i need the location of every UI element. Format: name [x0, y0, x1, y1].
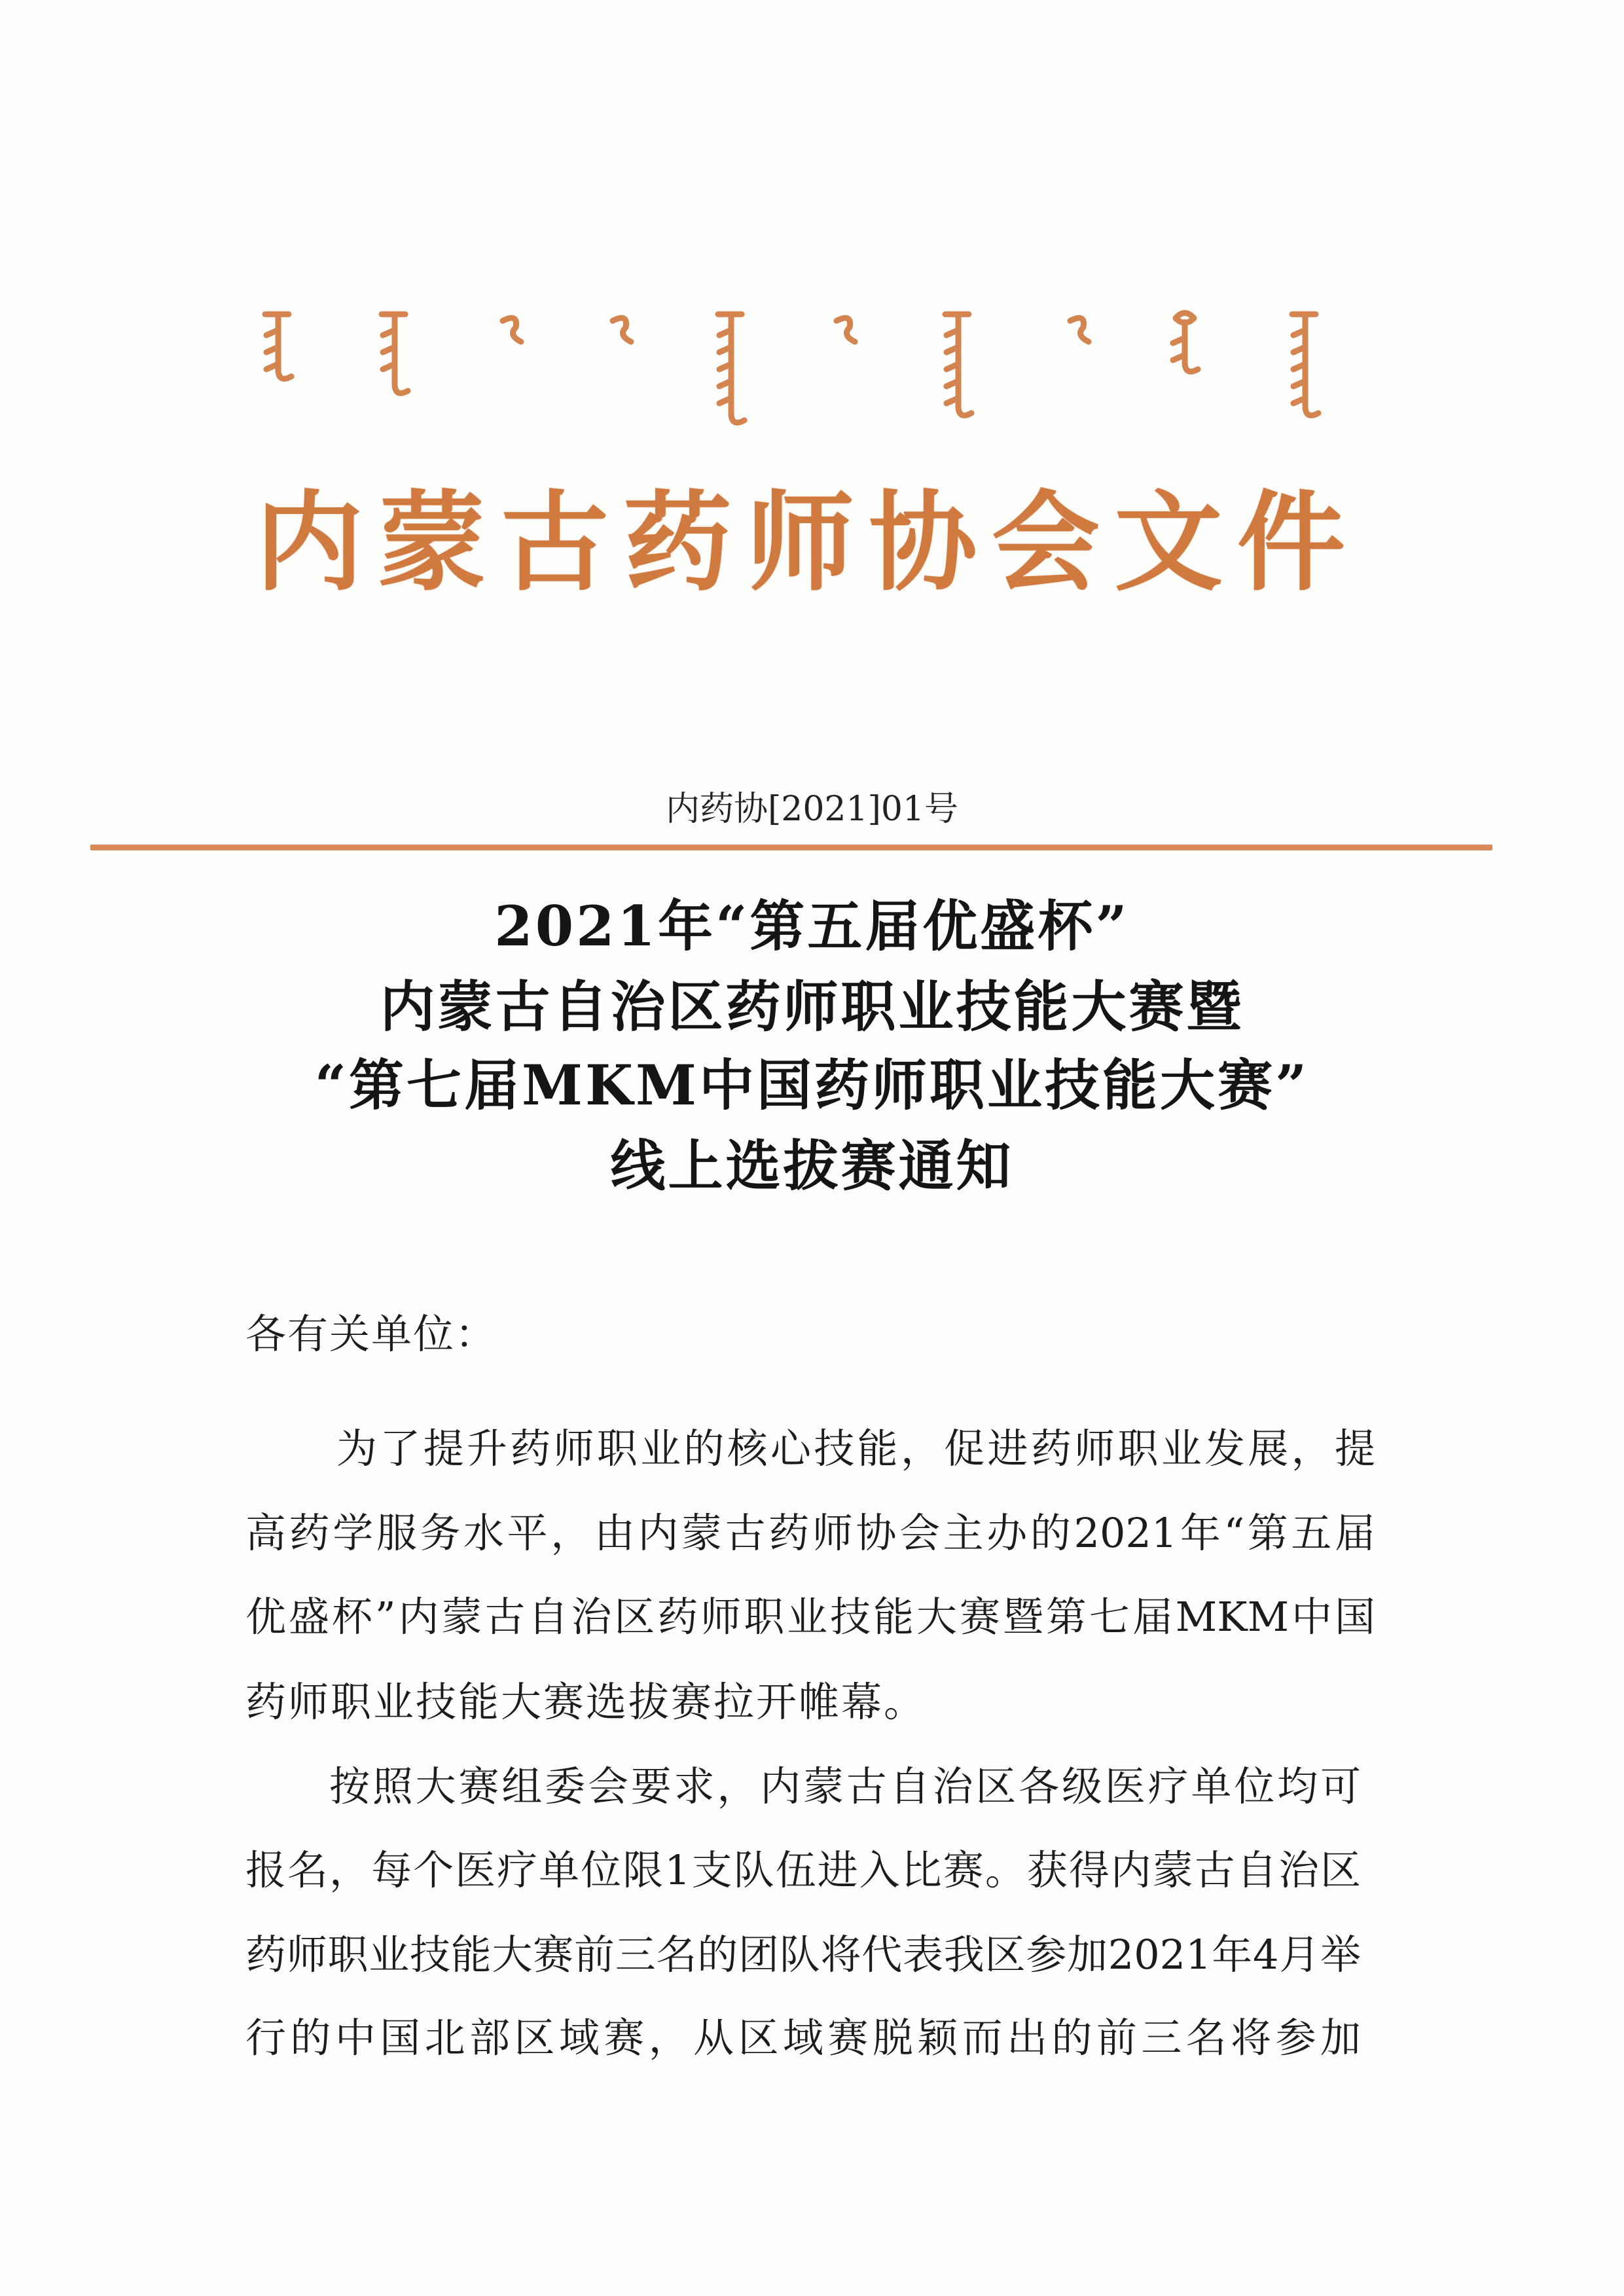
organization-title: 内蒙古药师协会文件 — [255, 479, 1345, 606]
notice-title-line: 内蒙古自治区药师职业技能大赛暨 — [380, 974, 1244, 1039]
paragraph-line: 药师职业技能大赛前三名的团队将代表我区参加2021年4月举 — [245, 1931, 1361, 1978]
mongolian-glyph — [837, 318, 855, 342]
salutation: 各有关单位： — [245, 1310, 497, 1358]
mongolian-glyph — [1070, 318, 1089, 342]
paragraph-line: 按照大赛组委会要求，内蒙古自治区各级医疗单位均可 — [329, 1762, 1361, 1810]
mongolian-glyph — [945, 314, 971, 416]
paragraph-line: 药师职业技能大赛选拔赛拉开帷幕。 — [245, 1678, 927, 1726]
notice-title-line: 2021年“第五届优盛杯” — [494, 894, 1130, 958]
paragraph-line: 为了提升药师职业的核心技能，促进药师职业发展，提 — [336, 1425, 1375, 1472]
mongolian-glyph — [1173, 313, 1198, 372]
document-number: 内药协[2021]01号 — [665, 790, 959, 829]
red-divider — [90, 845, 1492, 850]
mongolian-glyph — [613, 318, 631, 342]
mongolian-glyph — [503, 318, 521, 342]
notice-title-line: 线上选拔赛通知 — [610, 1133, 1014, 1198]
paragraph-line: 报名，每个医疗单位限1支队伍进入比赛。获得内蒙古自治区 — [245, 1846, 1361, 1894]
notice-title-line: “第七届MKM中国药师职业技能大赛” — [314, 1053, 1310, 1118]
mongolian-glyph — [382, 314, 408, 393]
mongolian-glyph — [265, 314, 291, 379]
paragraph-line: 优盛杯”内蒙古自治区药师职业技能大赛暨第七届MKM中国 — [245, 1593, 1375, 1641]
paragraph-line: 行的中国北部区域赛，从区域赛脱颖而出的前三名将参加 — [245, 2014, 1361, 2062]
mongolian-glyph — [1292, 314, 1318, 416]
mongolian-script-header — [0, 0, 1624, 458]
paragraph-line: 高药学服务水平，由内蒙古药师协会主办的2021年“第五届 — [245, 1509, 1375, 1557]
mongolian-glyph — [718, 314, 744, 423]
